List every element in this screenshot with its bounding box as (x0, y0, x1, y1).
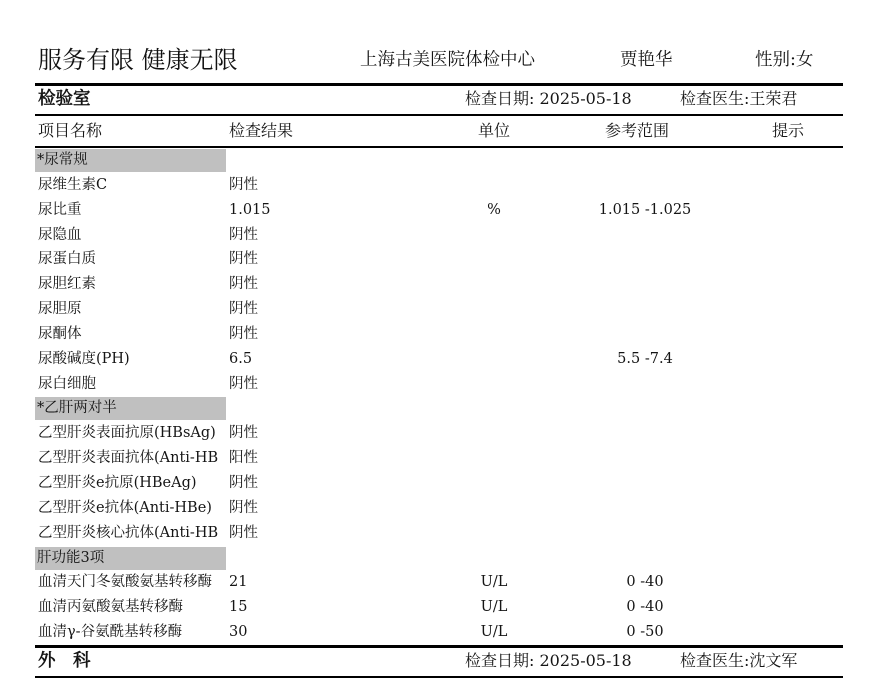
item-name: 乙型肝炎e抗体(Anti-HBe) (38, 499, 212, 516)
item-name: 尿白细胞 (38, 375, 96, 392)
item-unit: U/L (480, 599, 508, 616)
group-header (0, 546, 871, 571)
item-reference: 1.015 -1.025 (598, 201, 692, 218)
item-name: 乙型肝炎核心抗体(Anti-HB (38, 524, 219, 541)
item-name: 尿酸碱度(PH) (38, 350, 130, 367)
group-title: *尿常规 (37, 152, 88, 168)
table-row (0, 521, 871, 546)
column-header-hint: 提示 (771, 121, 804, 140)
table-row (0, 272, 871, 297)
item-result: 阴性 (229, 301, 258, 318)
column-header-reference: 参考范围 (604, 121, 669, 140)
table-row (0, 496, 871, 521)
exam-date: 检查日期: 2025-05-18 (465, 89, 632, 108)
patient-gender: 性别:女 (755, 50, 814, 70)
item-result: 6.5 (229, 350, 253, 367)
item-result: 阴性 (229, 325, 258, 342)
item-unit: % (487, 201, 501, 218)
exam-doctor: 检查医生:沈文军 (680, 651, 798, 670)
column-header-unit: 单位 (477, 121, 510, 140)
column-header-name: 项目名称 (38, 121, 103, 140)
table-row (0, 173, 871, 198)
department-title: 外 科 (38, 651, 91, 671)
item-result: 阴性 (229, 276, 258, 293)
group-header (0, 148, 871, 173)
table-row (0, 595, 871, 620)
item-unit: U/L (480, 624, 508, 641)
item-result: 阴性 (229, 499, 258, 516)
item-name: 尿蛋白质 (38, 251, 96, 268)
header-divider (35, 83, 843, 86)
table-row (0, 223, 871, 248)
group-header (0, 396, 871, 421)
table-row (0, 471, 871, 496)
department-divider (35, 676, 843, 678)
item-reference: 0 -40 (626, 599, 664, 616)
report-slogan: 服务有限 健康无限 (38, 46, 238, 74)
item-unit: U/L (480, 574, 508, 591)
item-reference: 0 -40 (626, 574, 664, 591)
results-table (0, 148, 871, 645)
item-result: 30 (229, 624, 248, 641)
item-name: 血清天门冬氨酸氨基转移酶 (38, 574, 212, 591)
group-title: 肝功能3项 (37, 549, 105, 566)
item-name: 乙型肝炎e抗原(HBeAg) (38, 474, 197, 491)
item-name: 乙型肝炎表面抗体(Anti-HB (38, 450, 219, 467)
item-reference: 0 -50 (626, 624, 664, 641)
table-row (0, 322, 871, 347)
table-row (0, 570, 871, 595)
item-result: 21 (229, 574, 248, 591)
item-result: 阴性 (229, 251, 258, 268)
table-row (0, 297, 871, 322)
item-name: 尿胆红素 (38, 276, 96, 293)
table-row (0, 372, 871, 397)
item-result: 阴性 (229, 474, 258, 491)
column-header-result: 检查结果 (229, 121, 294, 140)
patient-name: 贾艳华 (620, 50, 673, 70)
item-name: 尿隐血 (38, 226, 82, 243)
table-row (0, 421, 871, 446)
exam-date: 检查日期: 2025-05-18 (465, 651, 632, 670)
section-divider (35, 645, 843, 648)
table-row (0, 620, 871, 645)
item-result: 阳性 (229, 450, 258, 467)
table-row (0, 198, 871, 223)
item-result: 阴性 (229, 226, 258, 243)
item-name: 血清丙氨酸氨基转移酶 (38, 599, 183, 616)
item-result: 阴性 (229, 524, 258, 541)
item-result: 15 (229, 599, 248, 616)
table-row (0, 247, 871, 272)
item-name: 乙型肝炎表面抗原(HBsAg) (38, 425, 216, 442)
item-result: 阴性 (229, 176, 258, 193)
item-result: 阴性 (229, 425, 258, 442)
table-row (0, 347, 871, 372)
department-title: 检验室 (38, 89, 91, 109)
item-reference: 5.5 -7.4 (617, 350, 673, 367)
department-divider (35, 114, 843, 116)
item-result: 1.015 (229, 201, 271, 218)
item-name: 尿维生素C (38, 176, 108, 193)
exam-doctor: 检查医生:王荣君 (680, 89, 798, 108)
item-name: 尿比重 (38, 201, 82, 218)
table-row (0, 446, 871, 471)
center-name: 上海古美医院体检中心 (360, 50, 535, 70)
item-name: 血清γ-谷氨酰基转移酶 (38, 624, 183, 641)
group-title: *乙肝两对半 (37, 400, 117, 417)
item-result: 阴性 (229, 375, 258, 392)
item-name: 尿胆原 (38, 301, 82, 318)
item-name: 尿酮体 (38, 325, 82, 342)
